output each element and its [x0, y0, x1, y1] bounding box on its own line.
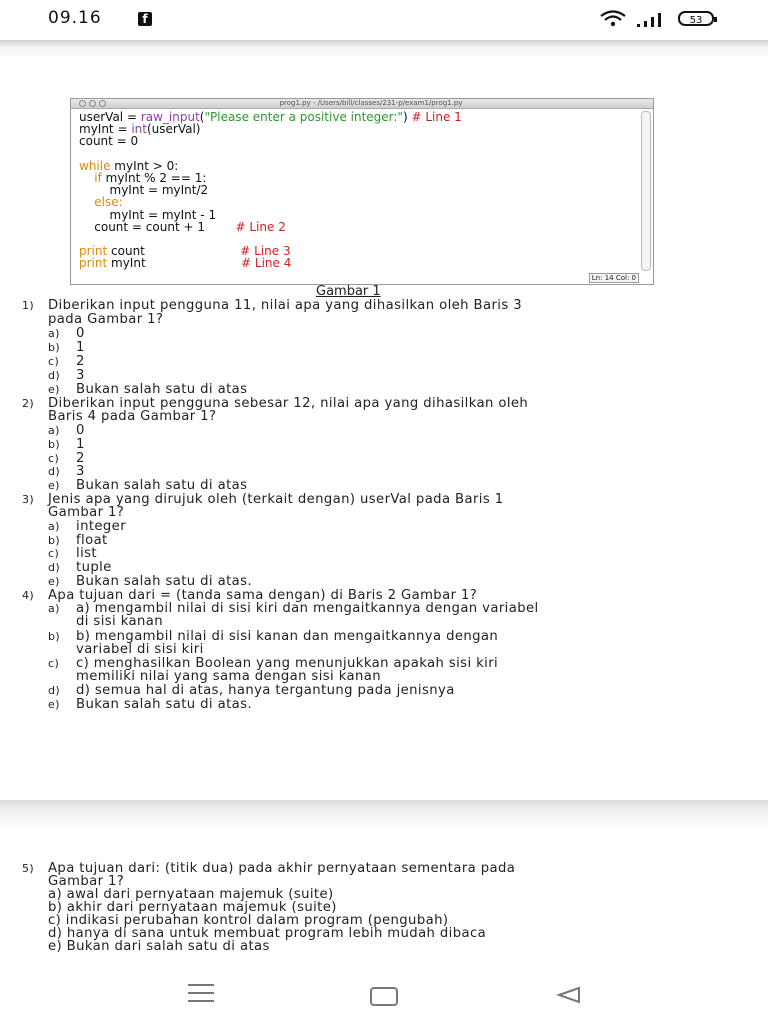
question-1: 1) Diberikan input pengguna 11, nilai apa yang dihasilkan oleh Baris 3 — [22, 298, 523, 313]
option-2b[interactable]: b) 1 — [48, 437, 85, 452]
code-listing: userVal = raw_input("Please enter a positive integer:") # Line 1 myInt = int(userVal) count = 0 while myInt > 0: if myInt % 2 == 1: myInt = myInt/2 else: myInt = myInt - 1 count = count + 1 # Line 2 print count # Line 3 print myInt # Line 4 — [79, 110, 462, 271]
zoom-icon — [99, 100, 106, 107]
minimize-icon — [89, 100, 96, 107]
option-4d[interactable]: d) d) semua hal di atas, hanya tergantung pada jenisnya — [48, 683, 455, 698]
option-5b[interactable]: b) akhir dari pernyataan majemuk (suite) — [48, 900, 337, 915]
option-3c[interactable]: c) list — [48, 546, 97, 561]
option-3b[interactable]: b) float — [48, 533, 108, 548]
option-1a[interactable]: a) 0 — [48, 326, 85, 341]
battery-icon: 53 — [678, 11, 714, 26]
window-titlebar — [71, 99, 653, 109]
option-5d[interactable]: d) hanya di sana untuk membuat program lebih mudah dibaca — [48, 926, 487, 941]
option-3a[interactable]: a) integer — [48, 519, 127, 534]
question-4: 4) Apa tujuan dari = (tanda sama dengan) di Baris 2 Gambar 1? — [22, 588, 478, 603]
question-3: 3) Jenis apa yang dirujuk oleh (terkait dengan) userVal pada Baris 1 — [22, 492, 504, 507]
option-1d[interactable]: d) 3 — [48, 368, 85, 383]
option-4c[interactable]: c) c) menghasilkan Boolean yang menunjukkan apakah sisi kiri — [48, 656, 499, 671]
option-4e[interactable]: e) Bukan salah satu di atas. — [48, 697, 252, 712]
option-5e[interactable]: e) Bukan dari salah satu di atas — [48, 939, 270, 954]
option-4a-line-2: di sisi kanan — [76, 614, 163, 629]
cursor-position: Ln: 14 Col: 0 — [589, 273, 639, 283]
option-1c[interactable]: c) 2 — [48, 354, 85, 369]
option-2e[interactable]: e) Bukan salah satu di atas — [48, 478, 248, 493]
page-separator-top — [0, 40, 768, 56]
back-icon[interactable] — [556, 986, 582, 1004]
option-5c[interactable]: c) indikasi perubahan kontrol dalam program (pengubah) — [48, 913, 449, 928]
question-2-line-2: Baris 4 pada Gambar 1? — [48, 409, 217, 424]
option-1e[interactable]: e) Bukan salah satu di atas — [48, 382, 248, 397]
option-4b-line-2: variabel di sisi kiri — [76, 642, 204, 657]
option-3d[interactable]: d) tuple — [48, 560, 112, 575]
question-1-line-2: pada Gambar 1? — [48, 312, 164, 327]
status-bar — [0, 0, 768, 40]
option-4c-line-2: memiliki nilai yang sama dengan sisi kanan — [76, 669, 381, 684]
question-3-line-2: Gambar 1? — [48, 505, 125, 520]
wifi-icon — [598, 9, 628, 27]
status-time: 09.16 — [48, 8, 102, 28]
option-2d[interactable]: d) 3 — [48, 464, 85, 479]
option-3e[interactable]: e) Bukan salah satu di atas. — [48, 574, 252, 589]
question-5-line-2: Gambar 1? — [48, 874, 125, 889]
option-5a[interactable]: a) awal dari pernyataan majemuk (suite) — [48, 887, 334, 902]
signal-strength-icon — [637, 12, 667, 28]
option-4a[interactable]: a) a) mengambil nilai di sisi kiri dan mengaitkannya dengan variabel — [48, 601, 539, 616]
option-1b[interactable]: b) 1 — [48, 340, 85, 355]
facebook-notification-icon: f — [138, 12, 152, 26]
option-4b[interactable]: b) b) mengambil nilai di sisi kanan dan mengaitkannya dengan — [48, 629, 499, 644]
window-title: prog1.py - /Users/bill/classes/231-p/exam1/prog1.py — [279, 99, 463, 107]
figure-caption: Gambar 1 — [316, 284, 381, 299]
option-2c[interactable]: c) 2 — [48, 451, 85, 466]
question-5: 5) Apa tujuan dari: (titik dua) pada akhir pernyataan sementara pada — [22, 861, 516, 876]
vertical-scrollbar[interactable] — [641, 111, 651, 271]
question-2: 2) Diberikan input pengguna sebesar 12, nilai apa yang dihasilkan oleh — [22, 396, 529, 411]
recent-apps-icon[interactable] — [188, 984, 214, 1008]
code-editor-window — [70, 98, 654, 285]
page-separator — [0, 800, 768, 830]
close-icon — [79, 100, 86, 107]
home-icon[interactable] — [370, 987, 398, 1006]
navigation-bar — [0, 968, 768, 1024]
option-2a[interactable]: a) 0 — [48, 423, 85, 438]
